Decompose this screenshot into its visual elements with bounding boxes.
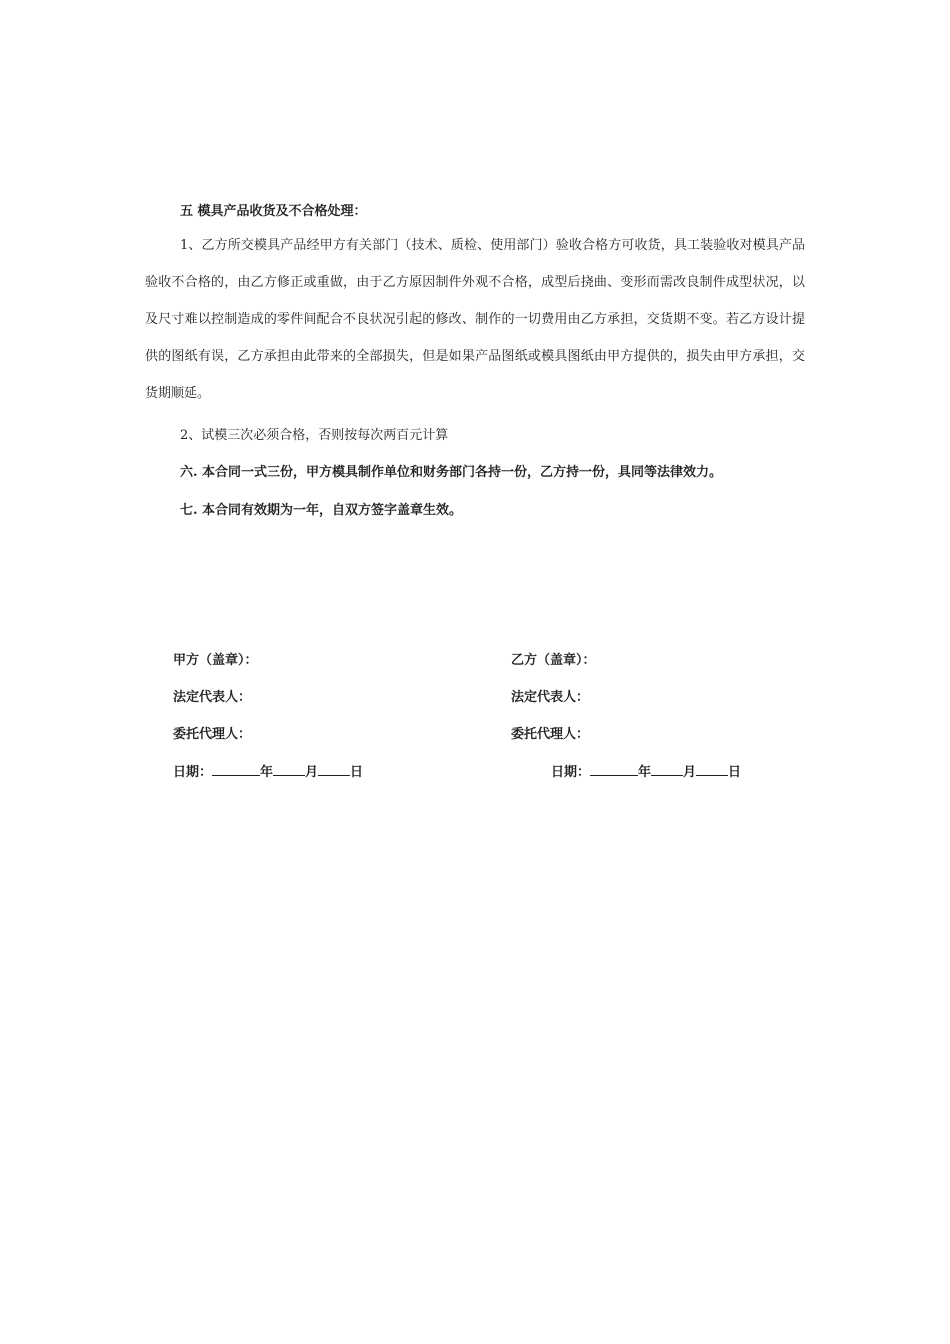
party-b-date-label: 日期： — [551, 765, 591, 780]
party-b-day-label: 日 — [728, 765, 742, 780]
party-a-agent-label: 委托代理人： — [173, 727, 252, 742]
party-b-year-blank[interactable] — [590, 763, 638, 776]
party-b-date-line — [551, 761, 741, 780]
party-b-month-label: 月 — [683, 765, 697, 780]
party-a-day-blank[interactable] — [318, 763, 350, 776]
party-a-seal-label: 甲方（盖章）： — [173, 653, 258, 668]
party-b-day-blank[interactable] — [696, 763, 728, 776]
section-5-item-2: 2、试模三次必须合格，否则按每次两百元计算 — [180, 428, 449, 443]
section-6-clause: 六. 本合同一式三份，甲方模具制作单位和财务部门各持一份，乙方持一份，具同等法律效力。 — [180, 465, 723, 480]
party-b-seal-label: 乙方（盖章）： — [511, 653, 596, 668]
party-a-year-blank[interactable] — [212, 763, 260, 776]
party-a-date-label: 日期： — [173, 765, 213, 780]
section-7-clause: 七. 本合同有效期为一年，自双方签字盖章生效。 — [180, 503, 463, 518]
party-b-year-label: 年 — [638, 765, 652, 780]
party-b-month-blank[interactable] — [651, 763, 683, 776]
party-b-rep-label: 法定代表人： — [511, 690, 590, 705]
party-a-year-label: 年 — [260, 765, 274, 780]
party-a-date-line — [173, 761, 363, 780]
party-b-agent-label: 委托代理人： — [511, 727, 590, 742]
party-a-day-label: 日 — [350, 765, 364, 780]
section-5-item-1: 1、乙方所交模具产品经甲方有关部门（技术、质检、使用部门）验收合格方可收货，具工装验收对模具产品验收不合格的，由乙方修正或重做，由于乙方原因制件外观不合格，成型后挠曲、变形而需改良制件成型状况，以及尺寸难以控制造成的零件间配合不良状况引起的修改、制作的一切费用由乙方承担，交货期不变。若乙方设计提供的图纸有误，乙方承担由此带来的全部损失，但是如果产品图纸或模具图纸由甲方提供的，损失由甲方承担，交货期顺延。 — [145, 238, 805, 401]
party-a-month-label: 月 — [305, 765, 319, 780]
section-5-heading: 五 模具产品收货及不合格处理： — [180, 204, 367, 219]
party-a-rep-label: 法定代表人： — [173, 690, 252, 705]
party-a-month-blank[interactable] — [273, 763, 305, 776]
